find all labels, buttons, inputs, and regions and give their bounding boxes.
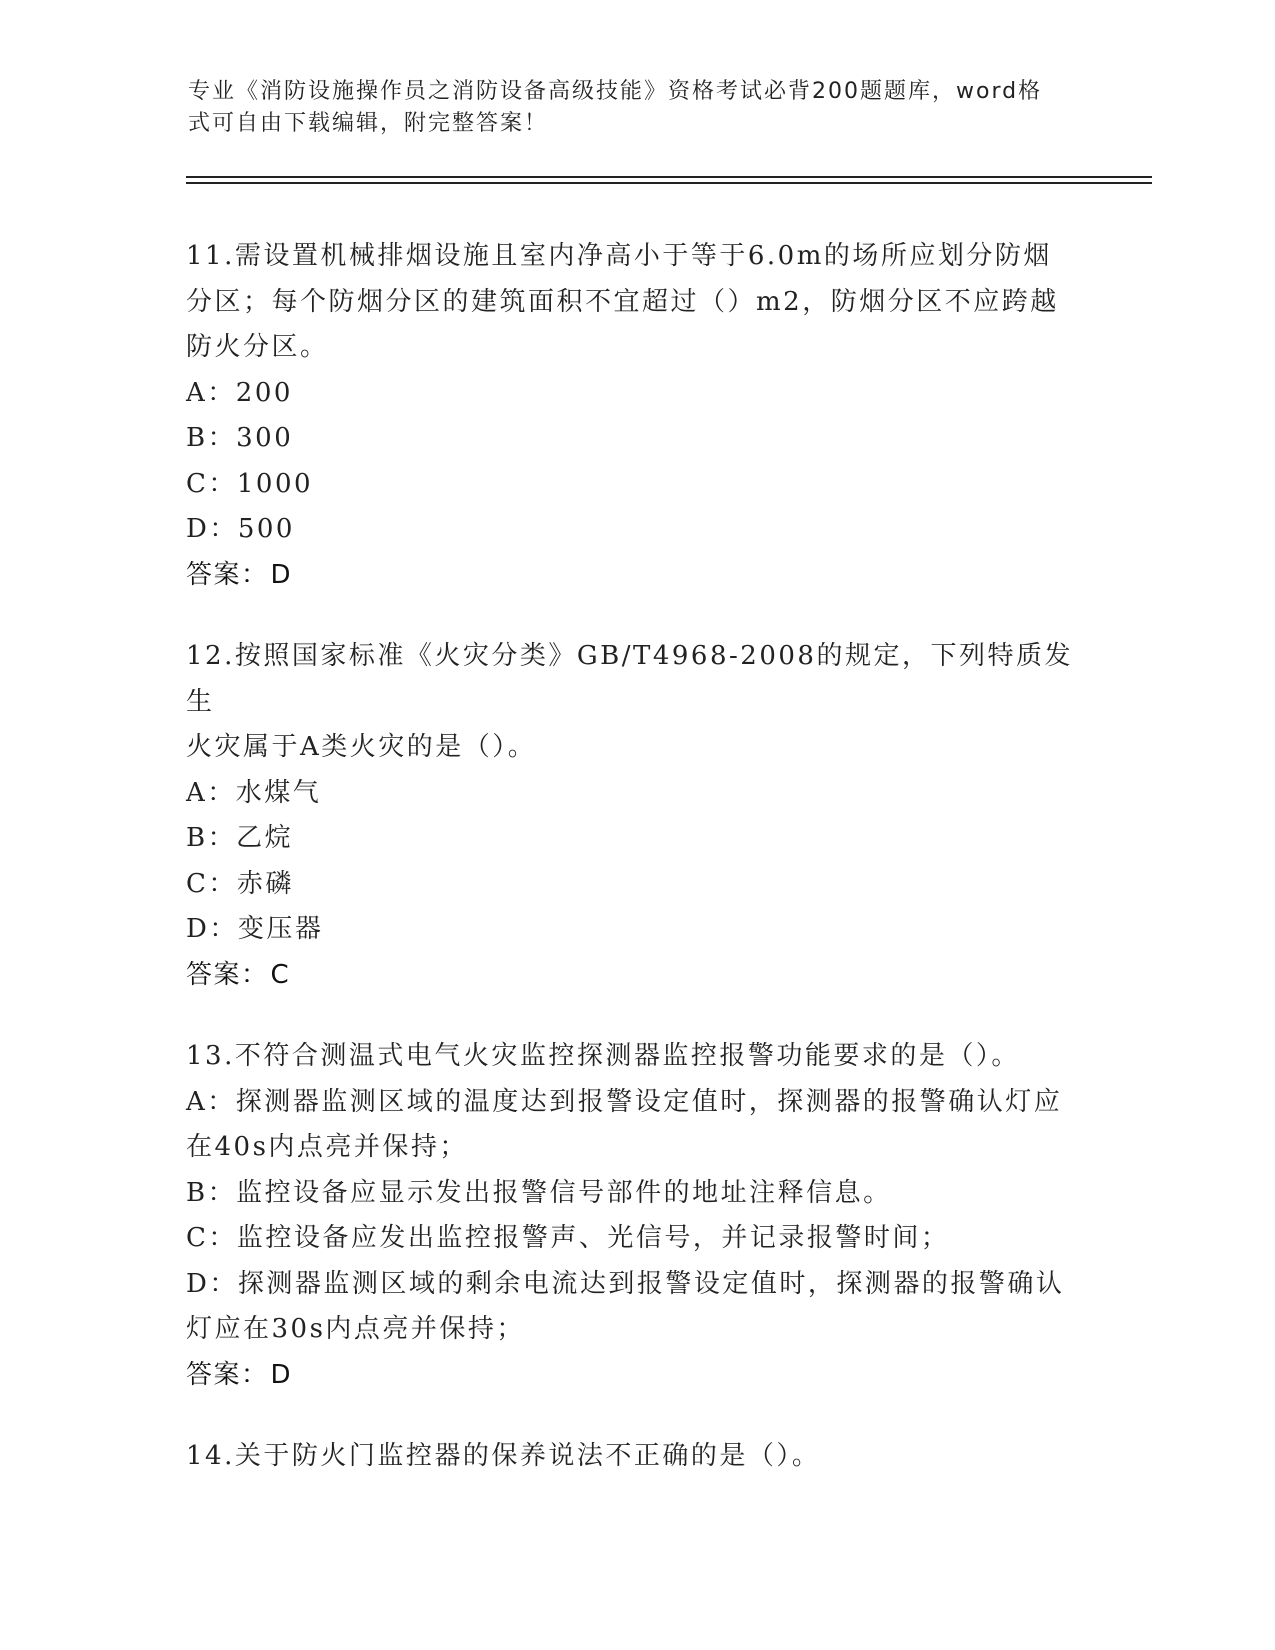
question-12 [186,634,1086,998]
option-a-continued: 在40s内点亮并保持； [186,1132,468,1162]
option-a: A：水煤气 [186,777,322,808]
question-stem-line: 防火分区。 [186,332,329,362]
answer-line [186,1353,1086,1399]
answer-label: 答案： [186,559,269,590]
option-a: A：200 [186,377,293,408]
header-divider-bottom [186,182,1152,184]
answer-line [186,953,1086,999]
question-14 [186,1434,1086,1480]
option-d: D：探测器监测区域的剩余电流达到报警设定值时，探测器的报警确认 [186,1268,1065,1299]
header-line-2: 式可自由下载编辑，附完整答案！ [188,111,549,136]
question-stem-line: 分区；每个防烟分区的建筑面积不宜超过（）m2，防烟分区不应跨越 [186,286,1059,317]
answer-label: 答案： [186,1359,269,1390]
question-stem-line: 13.不符合测温式电气火灾监控探测器监控报警功能要求的是（）。 [186,1041,1020,1071]
option-d: D：500 [186,514,295,544]
option-c: C：监控设备应发出监控报警声、光信号，并记录报警时间； [186,1223,950,1253]
option-c: C：1000 [186,468,314,499]
document-header [188,76,1068,140]
header-line-1: 专业《消防设施操作员之消防设备高级技能》资格考试必背200题题库，word格 [188,79,1043,104]
option-a: A：探测器监测区域的温度达到报警设定值时，探测器的报警确认灯应 [186,1086,1063,1117]
question-stem-line: 14.关于防火门监控器的保养说法不正确的是（）。 [186,1441,821,1471]
answer-value: D [270,1359,293,1390]
option-c: C：赤磷 [186,868,294,899]
option-b: B：监控设备应显示发出报警信号部件的地址注释信息。 [186,1177,892,1208]
option-d-continued: 灯应在30s内点亮并保持； [186,1314,525,1344]
answer-value: D [270,559,293,590]
question-stem-line: 12.按照国家标准《火灾分类》GB/T4968-2008的规定，下列特质发生 [186,641,1073,717]
option-b: B：300 [186,423,294,453]
answer-line [186,553,1086,599]
question-stem-line: 火灾属于A类火灾的是（）。 [186,732,537,762]
question-list [186,234,1086,1516]
option-b: B：乙烷 [186,823,294,853]
question-11 [186,234,1086,598]
answer-value: C [270,959,291,990]
header-divider-top [186,176,1152,178]
question-stem-line: 11.需设置机械排烟设施且室内净高小于等于6.0m的场所应划分防烟 [186,241,1052,271]
option-d: D：变压器 [186,914,324,944]
question-13 [186,1034,1086,1398]
answer-label: 答案： [186,959,269,990]
